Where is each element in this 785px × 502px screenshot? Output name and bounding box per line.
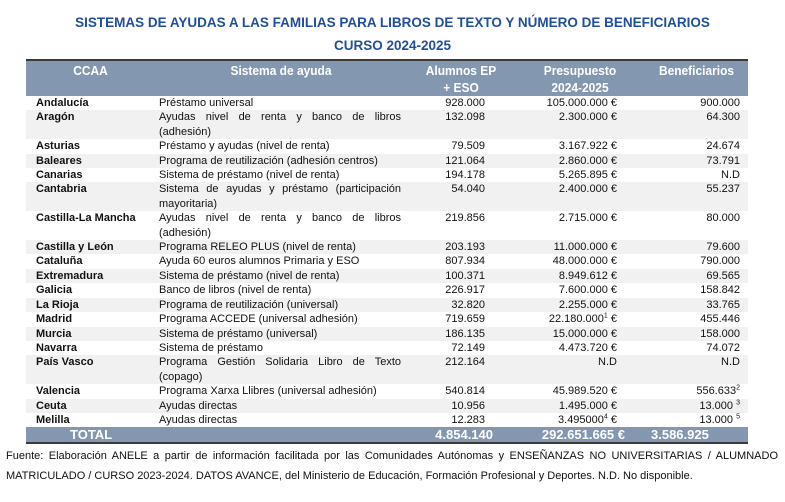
cell-sistema-value: Sistema de préstamo (nivel de renta) <box>159 269 340 282</box>
cell-ccaa-value: Ceuta <box>36 399 67 412</box>
cell-alumnos-value: 807.934 <box>445 255 485 268</box>
table-header <box>26 60 748 96</box>
header-presupuesto <box>520 60 640 96</box>
cell-beneficiarios-value: 79.600 <box>706 241 740 254</box>
cell-alumnos-value: 79.509 <box>451 140 485 153</box>
cell-presupuesto-value: 3.167.922 € <box>558 140 617 153</box>
table-row <box>26 96 748 110</box>
cell-ccaa <box>26 240 155 254</box>
cell-presupuesto-value: 2.300.000 € <box>558 111 617 124</box>
table-row <box>26 168 748 182</box>
cell-alumnos <box>407 211 515 240</box>
footnote-marker: 4 <box>603 413 608 421</box>
table-row <box>26 182 748 211</box>
table-row <box>26 384 748 398</box>
cell-beneficiarios <box>645 355 748 384</box>
cell-beneficiarios <box>645 96 748 110</box>
cell-presupuesto <box>515 96 645 110</box>
cell-presupuesto-value: 1.495.000 € <box>558 399 617 412</box>
table-body <box>26 96 748 427</box>
cell-beneficiarios <box>645 399 748 413</box>
cell-beneficiarios <box>645 182 748 211</box>
total-label: TOTAL <box>70 427 113 443</box>
cell-alumnos-value: 540.814 <box>445 385 485 398</box>
table-row <box>26 413 748 427</box>
header-beneficiarios: Beneficiarios <box>658 63 735 78</box>
cell-alumnos-value: 226.917 <box>445 284 485 297</box>
footnote-marker: 5 <box>736 413 740 421</box>
cell-alumnos-value: 132.098 <box>445 111 485 124</box>
cell-presupuesto <box>515 110 645 139</box>
cell-beneficiarios-value: 900.000 <box>700 97 740 109</box>
cell-presupuesto-suffix: € <box>607 413 617 426</box>
cell-alumnos <box>407 139 515 153</box>
cell-beneficiarios-value: 13.000 <box>699 399 737 412</box>
cell-beneficiarios <box>645 254 748 268</box>
cell-presupuesto <box>515 211 645 240</box>
cell-ccaa <box>26 298 155 312</box>
header-alumnos-line2: + ESO <box>443 80 479 95</box>
cell-presupuesto-value: 45.989.520 € <box>552 385 617 398</box>
cell-alumnos-value: 121.064 <box>445 154 485 167</box>
table-row <box>26 298 748 312</box>
cell-sistema <box>155 298 407 312</box>
cell-beneficiarios <box>645 110 748 139</box>
footnote-marker: 1 <box>603 312 608 320</box>
cell-sistema <box>155 312 407 326</box>
table-row <box>26 399 748 413</box>
aid-systems-table-container <box>26 59 748 444</box>
cell-alumnos-value: 100.371 <box>445 269 485 282</box>
cell-alumnos <box>407 384 515 398</box>
cell-ccaa <box>26 182 155 211</box>
cell-sistema-value: Programa RELEO PLUS (nivel de renta) <box>159 241 356 254</box>
table-row <box>26 269 748 283</box>
cell-ccaa <box>26 168 155 182</box>
cell-alumnos <box>407 168 515 182</box>
cell-sistema <box>155 96 407 110</box>
cell-ccaa-value: Galicia <box>36 284 73 297</box>
cell-sistema-value: Programa de reutilización (adhesión centros) <box>159 154 378 167</box>
cell-beneficiarios-value: 73.791 <box>706 154 740 167</box>
cell-beneficiarios-value: 33.765 <box>706 298 740 311</box>
cell-presupuesto-value: 7.600.000 € <box>558 284 617 297</box>
cell-presupuesto-value: 5.265.895 € <box>558 169 617 182</box>
cell-ccaa <box>26 269 155 283</box>
total-row <box>26 427 748 443</box>
cell-ccaa-value: Canarias <box>36 169 83 182</box>
aid-systems-table <box>26 59 748 444</box>
cell-beneficiarios-value: N.D <box>721 356 740 369</box>
cell-ccaa-value: Castilla-La Mancha <box>36 212 136 225</box>
cell-ccaa <box>26 384 155 398</box>
cell-beneficiarios <box>645 154 748 168</box>
cell-presupuesto <box>515 240 645 254</box>
cell-sistema-value: Sistema de préstamo (universal) <box>159 327 318 340</box>
cell-sistema <box>155 211 407 240</box>
table-row <box>26 312 748 326</box>
cell-presupuesto-value: 48.000.000 € <box>552 255 617 268</box>
cell-ccaa <box>26 139 155 153</box>
cell-beneficiarios-value: 80.000 <box>706 212 740 225</box>
cell-beneficiarios <box>645 211 748 240</box>
footnote-marker: 2 <box>736 384 740 392</box>
cell-beneficiarios <box>645 384 748 398</box>
cell-beneficiarios-value: 158.842 <box>700 284 740 297</box>
table-row <box>26 240 748 254</box>
cell-sistema-value: Préstamo universal <box>159 97 254 109</box>
cell-presupuesto-value: 2.715.000 € <box>558 212 617 225</box>
cell-beneficiarios-value: 74.072 <box>706 341 740 354</box>
cell-alumnos <box>407 312 515 326</box>
cell-alumnos <box>407 269 515 283</box>
cell-alumnos-value: 12.283 <box>451 413 485 426</box>
cell-presupuesto <box>515 283 645 297</box>
cell-presupuesto <box>515 139 645 153</box>
cell-alumnos-value: 212.164 <box>445 356 485 369</box>
cell-ccaa <box>26 355 155 384</box>
cell-alumnos <box>407 283 515 297</box>
cell-alumnos-value: 186.135 <box>445 327 485 340</box>
cell-sistema <box>155 139 407 153</box>
cell-ccaa <box>26 327 155 341</box>
cell-ccaa-value: Cantabria <box>36 183 87 196</box>
cell-sistema <box>155 399 407 413</box>
cell-presupuesto-value: 15.000.000 € <box>552 327 617 340</box>
cell-presupuesto-value: 8.949.612 € <box>558 269 617 282</box>
header-row <box>26 60 748 96</box>
cell-ccaa <box>26 154 155 168</box>
cell-ccaa-value: Extremadura <box>36 269 104 282</box>
cell-sistema-value: Programa de reutilización (universal) <box>159 298 339 311</box>
total-alumnos: 4.854.140 <box>435 427 493 443</box>
cell-presupuesto <box>515 168 645 182</box>
cell-sistema-value: Ayudas directas <box>159 399 238 412</box>
cell-sistema-value: Programa Xarxa Llibres (universal adhesión) <box>159 385 377 398</box>
cell-sistema <box>155 168 407 182</box>
table-footer <box>26 427 748 443</box>
header-presupuesto-line1: Presupuesto <box>543 63 617 78</box>
cell-sistema <box>155 341 407 355</box>
cell-presupuesto <box>515 413 645 427</box>
cell-presupuesto-value: 22.180.000 <box>548 313 604 326</box>
cell-presupuesto <box>515 269 645 283</box>
cell-presupuesto-value: 2.860.000 € <box>558 154 617 167</box>
total-presupuesto: 292.651.665 € <box>541 427 625 443</box>
cell-alumnos-value: 928.000 <box>445 97 485 109</box>
table-row <box>26 254 748 268</box>
cell-sistema-value: Ayudas nivel de renta y banco de libros (adhesión) <box>159 212 401 239</box>
cell-sistema <box>155 254 407 268</box>
table-row <box>26 211 748 240</box>
cell-beneficiarios <box>645 283 748 297</box>
cell-alumnos-value: 203.193 <box>445 241 485 254</box>
cell-presupuesto-value: 3.495000 <box>558 413 604 426</box>
table-row <box>26 139 748 153</box>
cell-sistema <box>155 240 407 254</box>
table-row <box>26 110 748 139</box>
cell-presupuesto <box>515 254 645 268</box>
table-row <box>26 154 748 168</box>
cell-sistema <box>155 154 407 168</box>
cell-alumnos <box>407 240 515 254</box>
cell-ccaa-value: País Vasco <box>36 356 94 369</box>
cell-sistema-value: Ayudas nivel de renta y banco de libros (adhesión) <box>159 111 401 138</box>
cell-presupuesto <box>515 327 645 341</box>
cell-presupuesto <box>515 355 645 384</box>
cell-beneficiarios <box>645 312 748 326</box>
cell-ccaa-value: Cataluña <box>36 255 83 268</box>
cell-ccaa-value: Madrid <box>36 313 73 326</box>
cell-beneficiarios <box>645 168 748 182</box>
cell-sistema <box>155 182 407 211</box>
cell-alumnos <box>407 110 515 139</box>
cell-ccaa-value: La Rioja <box>36 298 79 311</box>
cell-ccaa <box>26 413 155 427</box>
cell-presupuesto <box>515 182 645 211</box>
cell-ccaa-value: Melilla <box>36 413 70 426</box>
cell-presupuesto <box>515 399 645 413</box>
cell-beneficiarios <box>645 139 748 153</box>
cell-presupuesto <box>515 312 645 326</box>
cell-sistema-value: Préstamo y ayudas (nivel de renta) <box>159 140 330 153</box>
cell-presupuesto-suffix: € <box>607 313 617 326</box>
cell-alumnos <box>407 355 515 384</box>
cell-sistema-value: Sistema de préstamo (nivel de renta) <box>159 169 340 182</box>
footnote-marker: 3 <box>736 398 740 406</box>
cell-alumnos-value: 54.040 <box>451 183 485 196</box>
cell-presupuesto-value: N.D <box>598 356 617 369</box>
cell-sistema-value: Ayuda 60 euros alumnos Primaria y ESO <box>159 255 360 268</box>
table-row <box>26 355 748 384</box>
cell-sistema-value: Sistema de ayudas y préstamo (participación mayoritaria) <box>159 183 401 210</box>
header-ccaa: CCAA <box>73 63 108 78</box>
cell-alumnos-value: 719.659 <box>445 313 485 326</box>
cell-alumnos <box>407 154 515 168</box>
cell-presupuesto-value: 105.000.000 € <box>546 97 617 109</box>
cell-sistema <box>155 283 407 297</box>
cell-sistema-value: Ayudas directas <box>159 413 238 426</box>
cell-beneficiarios-value: 455.446 <box>700 313 740 326</box>
header-sistema: Sistema de ayuda <box>230 63 332 78</box>
cell-presupuesto <box>515 298 645 312</box>
cell-ccaa <box>26 254 155 268</box>
cell-ccaa-value: Aragón <box>36 111 75 124</box>
cell-alumnos <box>407 298 515 312</box>
cell-ccaa <box>26 110 155 139</box>
cell-sistema <box>155 384 407 398</box>
cell-alumnos <box>407 96 515 110</box>
cell-sistema <box>155 413 407 427</box>
cell-beneficiarios <box>645 413 748 427</box>
cell-alumnos <box>407 399 515 413</box>
cell-alumnos-value: 32.820 <box>451 298 485 311</box>
cell-ccaa-value: Navarra <box>36 341 77 354</box>
cell-ccaa <box>26 399 155 413</box>
cell-beneficiarios <box>645 327 748 341</box>
header-presupuesto-line2: 2024-2025 <box>551 80 609 95</box>
cell-presupuesto-value: 2.255.000 € <box>558 298 617 311</box>
cell-ccaa <box>26 283 155 297</box>
cell-alumnos-value: 72.149 <box>451 341 485 354</box>
cell-beneficiarios <box>645 298 748 312</box>
cell-beneficiarios <box>645 269 748 283</box>
cell-beneficiarios-value: 24.674 <box>706 140 740 153</box>
cell-presupuesto <box>515 384 645 398</box>
cell-ccaa-value: Asturias <box>36 140 81 153</box>
cell-beneficiarios-value: 64.300 <box>706 111 740 124</box>
cell-sistema-value: Banco de libros (nivel de renta) <box>159 284 312 297</box>
cell-ccaa <box>26 341 155 355</box>
cell-presupuesto <box>515 154 645 168</box>
cell-beneficiarios-value: N.D <box>721 169 740 182</box>
report-title: SISTEMAS DE AYUDAS A LAS FAMILIAS PARA LIBROS DE TEXTO Y NÚMERO DE BENEFICIARIOS <box>75 15 710 30</box>
report-subtitle: CURSO 2024-2025 <box>333 38 452 53</box>
cell-ccaa-value: Castilla y León <box>36 241 114 254</box>
total-beneficiarios: 3.586.925 <box>651 427 709 443</box>
cell-beneficiarios-value: 790.000 <box>700 255 740 268</box>
header-alumnos-line1: Alumnos EP <box>425 63 497 78</box>
cell-sistema <box>155 269 407 283</box>
cell-beneficiarios-value: 69.565 <box>706 269 740 282</box>
cell-alumnos-value: 194.178 <box>445 169 485 182</box>
cell-ccaa <box>26 312 155 326</box>
cell-sistema-value: Programa ACCEDE (universal adhesión) <box>159 313 358 326</box>
table-row <box>26 341 748 355</box>
cell-ccaa <box>26 96 155 110</box>
cell-ccaa-value: Murcia <box>36 327 72 340</box>
cell-alumnos <box>407 182 515 211</box>
cell-presupuesto-value: 4.473.720 € <box>558 341 617 354</box>
cell-alumnos-value: 10.956 <box>451 399 485 412</box>
cell-beneficiarios <box>645 240 748 254</box>
cell-alumnos <box>407 413 515 427</box>
cell-beneficiarios <box>645 341 748 355</box>
cell-sistema-value: Sistema de préstamo <box>159 341 263 354</box>
cell-sistema <box>155 327 407 341</box>
cell-beneficiarios-value: 556.633 <box>696 385 737 398</box>
cell-ccaa-value: Valencia <box>36 385 81 398</box>
table-row <box>26 283 748 297</box>
source-note: Fuente: Elaboración ANELE a partir de información facilitada por las Comunidades Autónomas y ENSEÑANZAS NO UNIVERSITARIAS / ALUMNADO MATRICULADO / CURSO 2023-2024. DATOS AVANCE, del Ministerio de Educación, Formación Profesional y Deportes. N.D. No disponible. <box>6 450 778 482</box>
cell-sistema-value: Programa Gestión Solidaria Libro de Texto (copago) <box>159 356 401 383</box>
cell-presupuesto-value: 2.400.000 € <box>558 183 617 196</box>
cell-beneficiarios-value: 158.000 <box>700 327 740 340</box>
cell-sistema <box>155 355 407 384</box>
cell-alumnos <box>407 341 515 355</box>
table-row <box>26 327 748 341</box>
cell-ccaa-value: Baleares <box>36 154 82 167</box>
cell-presupuesto <box>515 341 645 355</box>
cell-sistema <box>155 110 407 139</box>
cell-alumnos <box>407 327 515 341</box>
cell-ccaa-value: Andalucía <box>36 97 89 109</box>
cell-presupuesto-value: 11.000.000 € <box>553 241 617 254</box>
cell-beneficiarios-value: 13.000 <box>699 413 737 426</box>
cell-alumnos <box>407 254 515 268</box>
header-alumnos <box>411 60 510 96</box>
cell-beneficiarios-value: 55.237 <box>706 183 740 196</box>
cell-alumnos-value: 219.856 <box>445 212 485 225</box>
cell-ccaa <box>26 211 155 240</box>
